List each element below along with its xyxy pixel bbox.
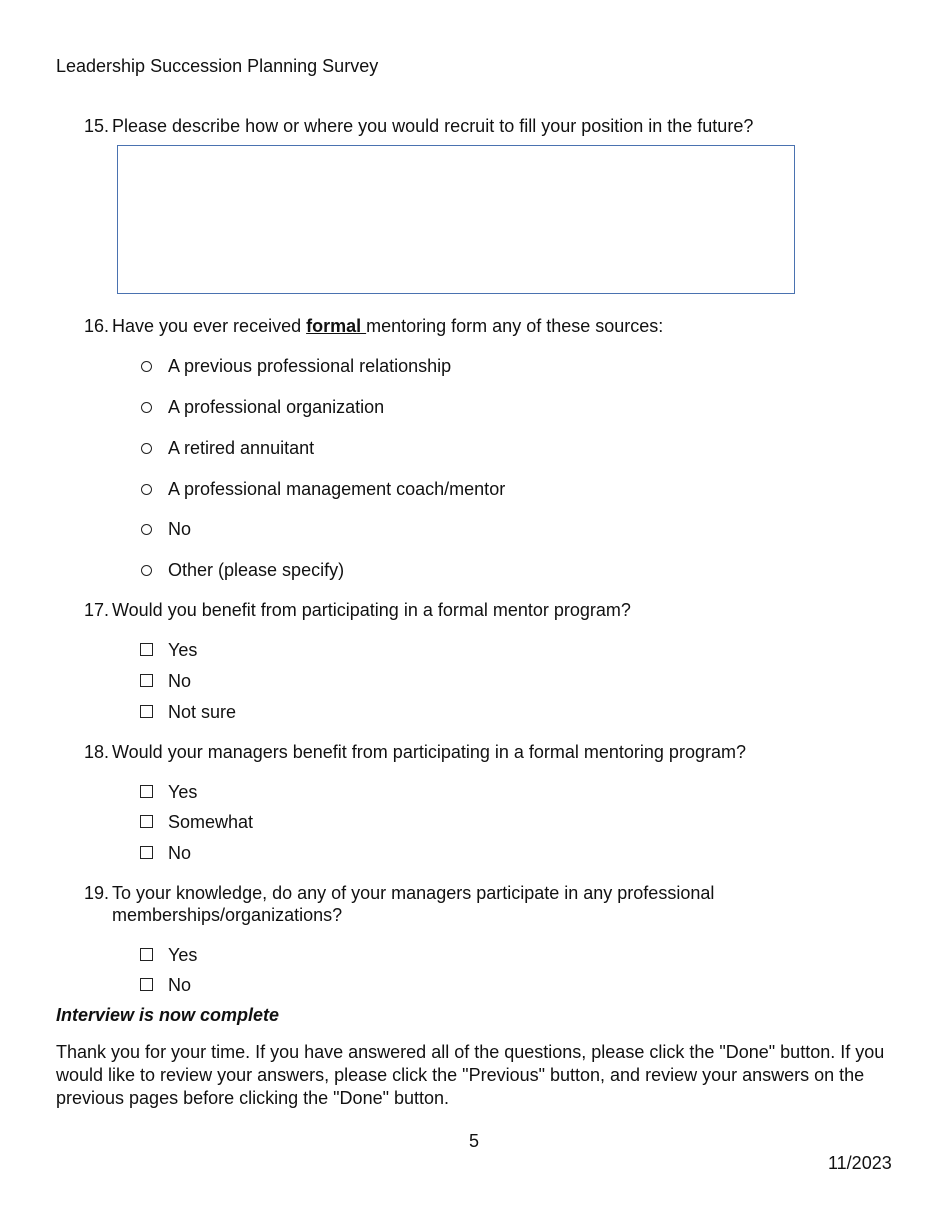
checkbox-icon[interactable] xyxy=(140,643,153,656)
q16-option-label: A previous professional relationship xyxy=(168,356,452,376)
question-15-number: 15. xyxy=(84,116,110,136)
question-16-text-after: mentoring form any of these sources: xyxy=(366,316,664,336)
q18-option-yes[interactable] xyxy=(140,782,197,803)
q16-option-label: Other (please specify) xyxy=(168,560,345,580)
q16-option-retired-annuitant[interactable] xyxy=(140,438,314,459)
question-16 xyxy=(84,316,663,337)
checkbox-icon[interactable] xyxy=(140,705,153,718)
q17-option-not-sure[interactable] xyxy=(140,702,236,723)
checkbox-icon[interactable] xyxy=(140,815,153,828)
q18-option-somewhat[interactable] xyxy=(140,812,253,833)
document-header-title: Leadership Succession Planning Survey xyxy=(56,56,379,76)
checkbox-icon[interactable] xyxy=(140,846,153,859)
question-18-text: Would your managers benefit from participating in a formal mentoring program? xyxy=(112,742,746,762)
q19-option-no[interactable] xyxy=(140,975,191,996)
q16-option-other[interactable] xyxy=(140,560,344,581)
q17-option-label: Not sure xyxy=(168,702,237,722)
question-19 xyxy=(84,883,714,904)
checkbox-icon[interactable] xyxy=(140,785,153,798)
q19-option-label: No xyxy=(168,975,192,995)
radio-button-icon[interactable] xyxy=(141,361,152,372)
q16-option-label: No xyxy=(168,519,192,539)
question-17 xyxy=(84,600,631,621)
question-16-text-emphasis: formal xyxy=(306,316,367,336)
question-15-text: Please describe how or where you would recruit to fill your position in the future? xyxy=(112,116,754,136)
q18-option-label: Yes xyxy=(168,782,198,802)
completion-paragraph: Thank you for your time. If you have answered all of the questions, please click the "Done" button. If you would like to review your answers, please click the "Previous" button, and review your answers on the previous pages before clicking the "Done" button. xyxy=(56,1042,885,1108)
question-19-text-line1: To your knowledge, do any of your managers participate in any professional xyxy=(112,883,715,903)
q19-option-label: Yes xyxy=(168,945,198,965)
question-16-text xyxy=(112,316,663,337)
question-19-text-line2: memberships/organizations? xyxy=(112,905,343,925)
question-19-number: 19. xyxy=(84,883,110,903)
radio-button-icon[interactable] xyxy=(141,443,152,454)
q17-option-yes[interactable] xyxy=(140,640,197,661)
revision-date: 11/2023 xyxy=(828,1153,892,1173)
question-15-answer-box[interactable] xyxy=(117,145,795,294)
checkbox-icon[interactable] xyxy=(140,948,153,961)
q17-option-label: No xyxy=(168,671,192,691)
checkbox-icon[interactable] xyxy=(140,674,153,687)
radio-button-icon[interactable] xyxy=(141,402,152,413)
question-16-number: 16. xyxy=(84,316,110,336)
q16-option-no[interactable] xyxy=(140,519,191,540)
radio-button-icon[interactable] xyxy=(141,565,152,576)
question-15 xyxy=(84,116,753,137)
q16-option-previous-relationship[interactable] xyxy=(140,356,451,377)
question-18 xyxy=(84,742,746,763)
radio-button-icon[interactable] xyxy=(141,484,152,495)
question-17-text: Would you benefit from participating in a formal mentor program? xyxy=(112,600,631,620)
question-17-number: 17. xyxy=(84,600,110,620)
q16-option-label: A professional organization xyxy=(168,397,385,417)
q18-option-no[interactable] xyxy=(140,843,191,864)
page-number: 5 xyxy=(469,1131,480,1151)
question-16-text-before: Have you ever received xyxy=(112,316,307,336)
checkbox-icon[interactable] xyxy=(140,978,153,991)
q18-option-label: No xyxy=(168,843,192,863)
q16-option-label: A retired annuitant xyxy=(168,438,315,458)
q18-option-label: Somewhat xyxy=(168,812,254,832)
radio-button-icon[interactable] xyxy=(141,524,152,535)
q16-option-management-coach[interactable] xyxy=(140,479,505,500)
q16-option-label: A professional management coach/mentor xyxy=(168,479,506,499)
q17-option-no[interactable] xyxy=(140,671,191,692)
completion-heading: Interview is now complete xyxy=(56,1005,280,1025)
q19-option-yes[interactable] xyxy=(140,945,197,966)
q16-option-professional-organization[interactable] xyxy=(140,397,384,418)
question-18-number: 18. xyxy=(84,742,110,762)
q17-option-label: Yes xyxy=(168,640,198,660)
